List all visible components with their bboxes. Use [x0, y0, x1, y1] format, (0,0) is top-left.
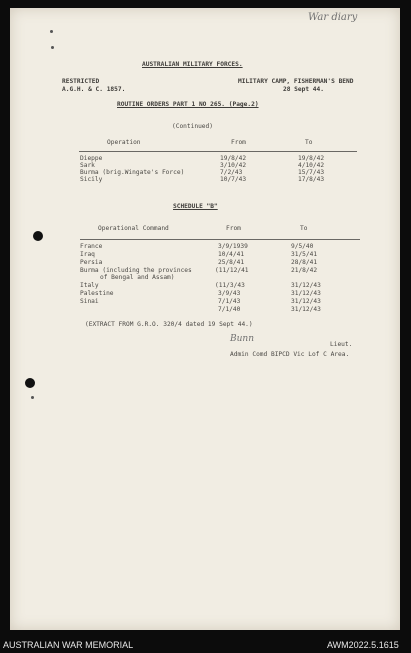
punch-hole [25, 378, 35, 388]
table2-cell-from: (11/12/41 [215, 267, 249, 274]
table2-row: Iraq [80, 251, 95, 258]
handwritten-annotation: War diary [308, 12, 358, 23]
table2-cell-from: 25/8/41 [218, 259, 245, 266]
paper-mark [31, 396, 34, 399]
table2-rule [80, 239, 360, 240]
table2-cell-to: 21/8/42 [291, 267, 318, 274]
table1-cell-from: 3/10/42 [220, 162, 247, 169]
table2-cell-to: 31/12/43 [291, 298, 321, 305]
table2-row: Palestine [80, 290, 114, 297]
table1-cell-from: 19/8/42 [220, 155, 247, 162]
archive-reference: AWM2022.5.1615 [327, 640, 399, 650]
table2-header-to: To [300, 225, 308, 232]
table2-cell-from: (11/3/43 [215, 282, 245, 289]
location: MILITARY CAMP, FISHERMAN'S BEND [238, 78, 354, 85]
routine-orders-subtitle: ROUTINE ORDERS PART 1 NO 265. (Page.2) [117, 101, 259, 108]
table2-cell-to: 9/5/40 [291, 243, 314, 250]
signatory-rank: Lieut. [330, 341, 353, 348]
signature: Bunn [230, 334, 255, 344]
document-date: 28 Sept 44. [283, 86, 324, 93]
table1-cell-to: 17/8/43 [298, 176, 325, 183]
table2-cell-from: 7/1/43 [218, 298, 241, 305]
table2-cell-from: 10/4/41 [218, 251, 245, 258]
document-title: AUSTRALIAN MILITARY FORCES. [142, 61, 243, 68]
table2-header-from: From [226, 225, 241, 232]
table1-rule [79, 151, 357, 152]
signatory-role: Admin Comd BIPCD Vic Lof C Area. [230, 351, 350, 358]
table2-cell-from: 3/9/1939 [218, 243, 248, 250]
schedule-heading: SCHEDULE "B" [173, 203, 218, 210]
table2-cell-to: 28/8/41 [291, 259, 318, 266]
paper-mark [50, 30, 53, 33]
table2-row: Burma (including the provinces [80, 267, 192, 274]
table2-cell-from: 3/9/43 [218, 290, 241, 297]
table1-cell-to: 4/10/42 [298, 162, 325, 169]
restricted-label: RESTRICTED [62, 78, 100, 85]
table2-cell-to: 31/12/43 [291, 290, 321, 297]
extract-note: (EXTRACT FROM G.R.O. 320/4 dated 19 Sept 44.) [85, 321, 253, 328]
table1-cell-from: 7/2/43 [220, 169, 243, 176]
paper-mark [51, 46, 54, 49]
table1-cell-to: 19/8/42 [298, 155, 325, 162]
table2-cell-to: 31/12/43 [291, 306, 321, 313]
table2-row: France [80, 243, 103, 250]
table1-row: Sark [80, 162, 95, 169]
table2-row-continuation: of Bengal and Assam) [100, 274, 175, 281]
continued-note: (Continued) [172, 123, 213, 130]
archive-credit: AUSTRALIAN WAR MEMORIAL [3, 640, 134, 650]
table2-row: Sinai [80, 298, 99, 305]
table1-header-operation: Operation [107, 139, 141, 146]
table1-row: Dieppe [80, 155, 103, 162]
punch-hole [33, 231, 43, 241]
table2-header-command: Operational Command [98, 225, 169, 232]
table1-cell-to: 15/7/43 [298, 169, 325, 176]
table1-row: Burma (brig.Wingate's Force) [80, 169, 185, 176]
table2-row: Persia [80, 259, 103, 266]
table1-header-from: From [231, 139, 246, 146]
table2-row: Italy [80, 282, 99, 289]
table2-cell-to: 31/5/41 [291, 251, 318, 258]
table1-cell-from: 10/7/43 [220, 176, 247, 183]
unit-reference: A.G.H. & C. 1857. [62, 86, 126, 93]
table1-row: Sicily [80, 176, 103, 183]
table1-header-to: To [305, 139, 313, 146]
table2-cell-to: 31/12/43 [291, 282, 321, 289]
table2-cell-from: 7/1/40 [218, 306, 241, 313]
